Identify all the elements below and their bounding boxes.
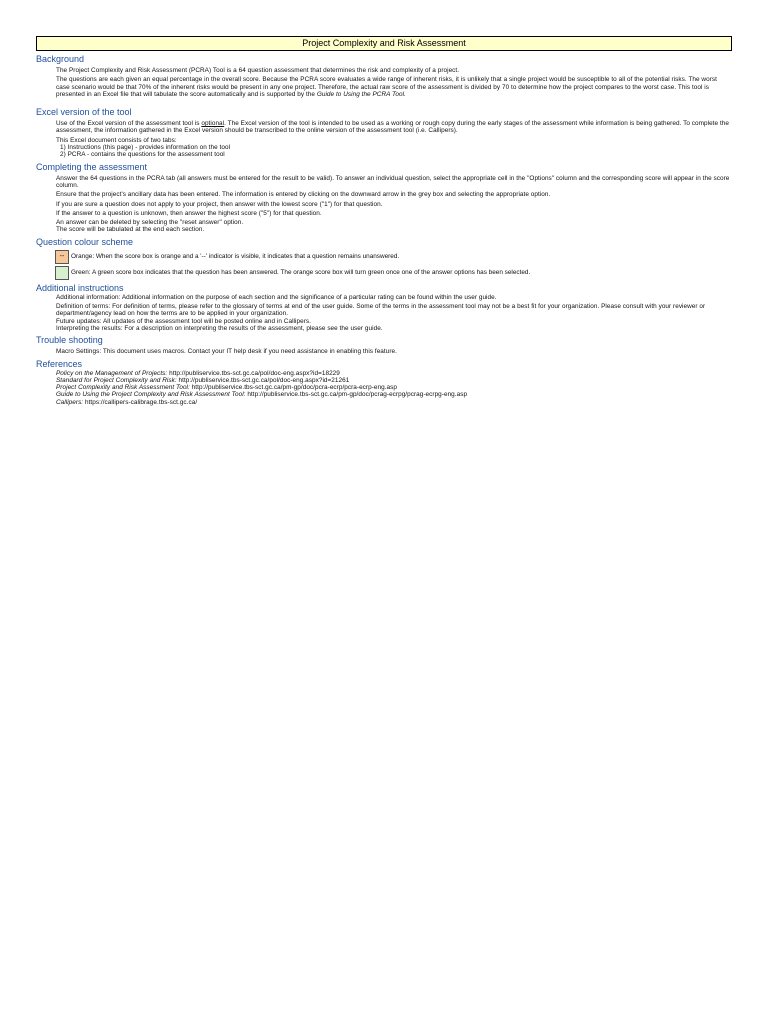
page-title[interactable]: Project Complexity and Risk Assessment: [36, 36, 732, 51]
reference-link[interactable]: http://publiservice.tbs-sct.gc.ca/pol/doc-eng.aspx?id=18229: [167, 369, 340, 377]
completing-paragraph-3: If you are sure a question does not apply to your project, then answer with the lowest score ("1") for that question.: [56, 200, 383, 208]
reference-item: [56, 370, 732, 377]
instructions-sheet: [36, 36, 732, 406]
orange-swatch-row: [55, 250, 732, 264]
green-description: Green: A green score box indicates that the question has been answered. The orange score box will turn green once one of the answer options has been selected.: [71, 269, 531, 277]
completing-heading: Completing the assessment: [36, 161, 148, 172]
excel-paragraph-1: [56, 120, 732, 135]
background-heading: Background: [36, 54, 85, 64]
excel-paragraph-1-end: . The Excel version of the tool is intended to be used as a working or rough copy during the early stages of the assessment while information is being gathered. To complete the assessment, the information gathered in the Excel version should be transcribed to the online version of the assessment tool (i.e. Callipers).: [56, 120, 729, 135]
additional-heading: Additional instructions: [36, 282, 124, 293]
excel-tab-2: 2) PCRA - contains the questions for the assessment tool: [60, 151, 225, 159]
colour-scheme-heading: Question colour scheme: [36, 236, 134, 247]
excel-tab-1: 1) Instructions (this page) - provides information on the tool: [60, 144, 231, 152]
green-score-box: [55, 266, 69, 280]
reference-label: Policy on the Management of Projects:: [56, 369, 168, 377]
completing-paragraph-4: If the answer to a question is unknown, then answer the highest score ("5") for that question.: [56, 209, 322, 217]
reference-link[interactable]: http://publiservice.tbs-sct.gc.ca/pm-gp/doc/pcrag-ecrpg/pcrag-ecrpg-eng.asp: [245, 391, 468, 399]
reference-item: [56, 384, 732, 391]
reference-label: Project Complexity and Risk Assessment Tool:: [56, 384, 190, 392]
references-heading: References: [36, 358, 83, 369]
additional-paragraph-4: Interpreting the results: For a description on interpreting the results of the assessment, please see the user guide.: [56, 324, 383, 332]
additional-paragraph-3: Future updates: All updates of the assessment tool will be posted online and in Callipers.: [56, 317, 311, 325]
reference-label: Guide to Using the Project Complexity and Risk Assessment Tool:: [56, 391, 246, 399]
reference-item: [56, 391, 732, 398]
reference-item: [56, 399, 732, 406]
green-swatch-row: [55, 266, 732, 280]
reference-item: [56, 377, 732, 384]
excel-paragraph-1-start: Use of the Excel version of the assessment tool is: [56, 120, 202, 128]
excel-heading: Excel version of the tool: [36, 107, 132, 118]
references-list: [36, 370, 732, 406]
excel-paragraph-2: This Excel document consists of two tabs:: [56, 136, 177, 144]
reference-link[interactable]: http://publiservice.tbs-sct.gc.ca/pol/doc-eng.aspx?id=21261: [176, 376, 350, 384]
completing-paragraph-2: Ensure that the project's ancillary data has been entered. The information is entered by clicking on the downward arrow in the grey box and selecting the appropriate option.: [56, 191, 551, 199]
reference-link[interactable]: http://publiservice.tbs-sct.gc.ca/pm-gp/doc/pcra-ecrp/pcra-ecrp-eng.asp: [189, 384, 397, 392]
background-paragraph-2: [56, 76, 732, 98]
reference-link[interactable]: https://callipers-calibrage.tbs-sct.gc.ca/: [83, 398, 198, 406]
orange-description: Orange: When the score box is orange and a '--' indicator is visible, it indicates that a question remains unanswered.: [71, 253, 400, 261]
additional-paragraph-2: Definition of terms: For definition of terms, please refer to the glossary of terms at end of the user guide. Some of the terms in the assessment tool may not be a best fit for your organization. Please consult with your reviewer or department/agency lead on how the terms are to be applied in your organization.: [56, 303, 706, 318]
pcra-guide-reference: Guide to Using the PCRA Tool.: [316, 90, 406, 98]
trouble-paragraph-1: Macro Settings: This document uses macros. Contact your IT help desk if you need assistance in enabling this feature.: [56, 348, 397, 356]
reference-label: Callipers:: [56, 398, 84, 406]
additional-paragraph-1: Additional information: Additional information on the purpose of each section and the significance of a particular rating can be found within the user guide.: [56, 293, 497, 301]
reference-label: Standard for Project Complexity and Risk:: [56, 376, 177, 384]
trouble-heading: Trouble shooting: [36, 335, 103, 346]
background-paragraph-2-text: The questions are each given an equal percentage in the overall score. Because the PCRA score evaluates a wide range of inherent risks, it is unlikely that a single project would be susceptible to all of the potential risks. The worst case scenario would be that 70% of the inherent risks would be present in any one project. Therefore, the actual raw score of the assessment is divided by 70 to determine how the project compares to the worst case. This tool is presented in an Excel file that will tabulate the score automatically and is supported by the: [56, 76, 717, 98]
completing-paragraph-6: The score will be tabulated at the end each section.: [56, 226, 205, 234]
orange-score-box: --: [55, 250, 69, 264]
completing-paragraph-1: Answer the 64 questions in the PCRA tab (all answers must be entered for the result to be valid). To answer an individual question, select the appropriate cell in the "Options" column and the corresponding score will appear in the score column.: [56, 174, 730, 189]
optional-underlined: optional: [201, 120, 225, 128]
completing-paragraph-5: An answer can be deleted by selecting the "reset answer" option.: [56, 219, 244, 227]
background-paragraph-1: The Project Complexity and Risk Assessment (PCRA) Tool is a 64 question assessment that determines the risk and complexity of a project.: [56, 67, 460, 74]
